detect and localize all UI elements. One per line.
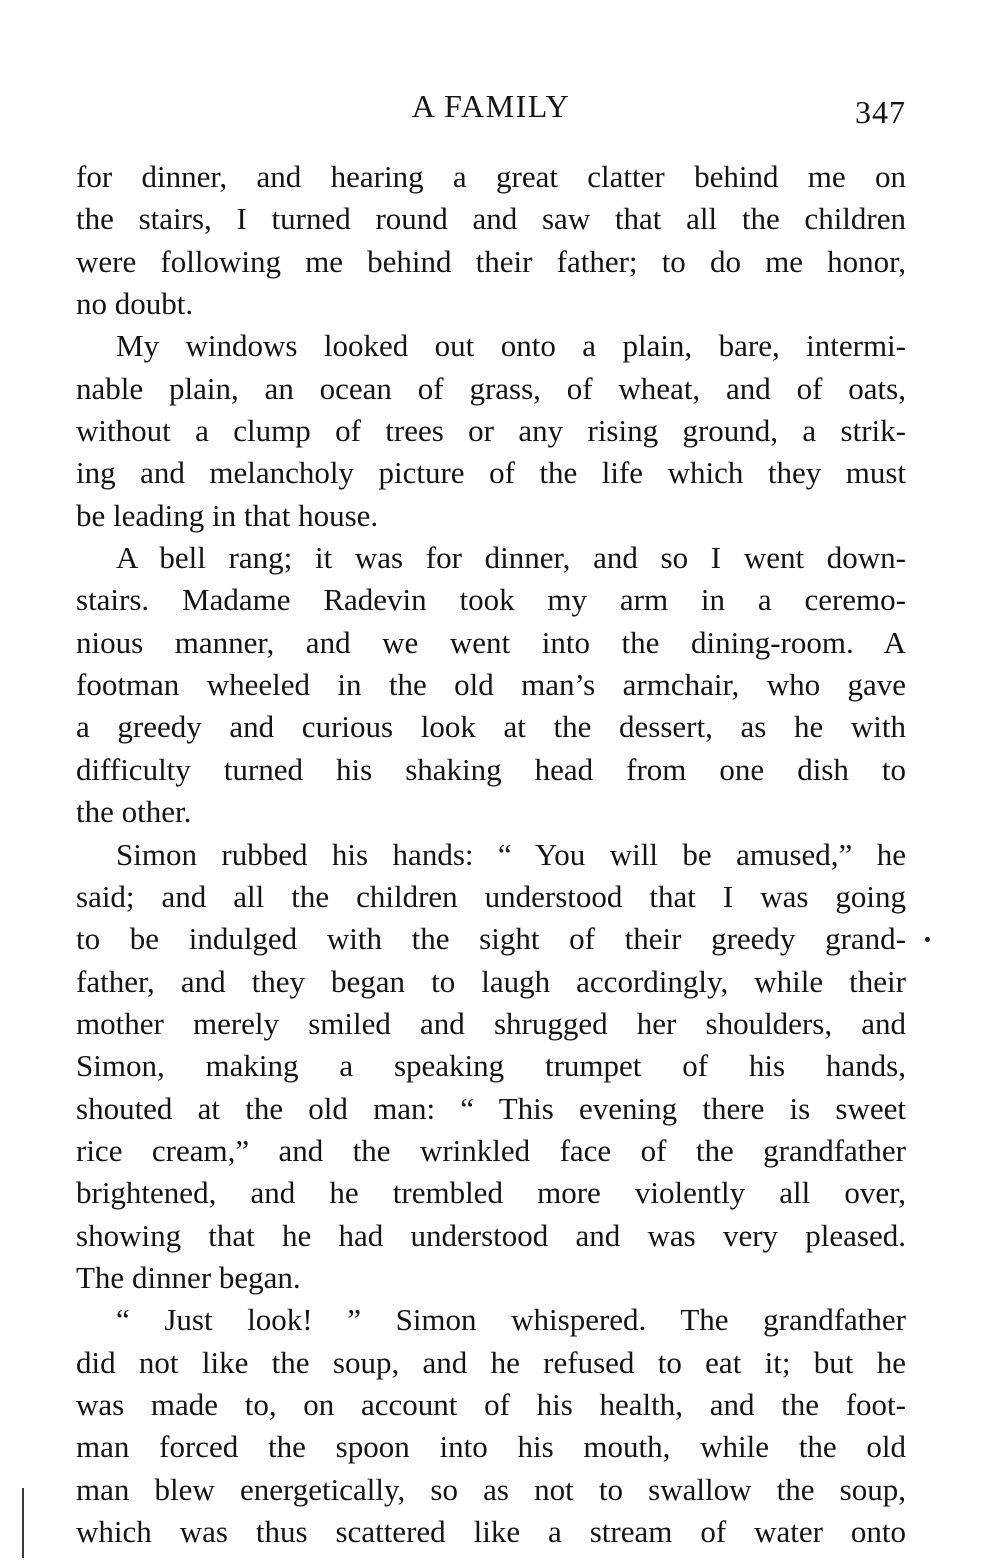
margin-dot (925, 937, 930, 942)
text-line: nious manner, and we went into the dining-room. A (76, 624, 906, 660)
text-line: did not like the soup, and he refused to eat it; but he (76, 1344, 906, 1380)
text-line: the stairs, I turned round and saw that all the children (76, 201, 906, 237)
text-line: be leading in that house. (76, 497, 379, 533)
text-line: Simon, making a speaking trumpet of his hands, (76, 1048, 906, 1084)
text-line: A bell rang; it was for dinner, and so I went down- (116, 540, 906, 576)
text-line: ing and melancholy picture of the life which they must (76, 455, 906, 491)
text-line: showing that he had understood and was very pleased. (76, 1217, 906, 1253)
text-line: for dinner, and hearing a great clatter behind me on (76, 159, 906, 194)
text-line: “ Just look! ” Simon whispered. The grandfather (116, 1302, 906, 1338)
text-line: which was thus scattered like a stream of water onto (76, 1514, 906, 1549)
text-line: brightened, and he trembled more violently all over, (76, 1175, 906, 1211)
text-line: was made to, on account of his health, and the foot- (76, 1386, 906, 1422)
text-line: rice cream,” and the wrinkled face of the grandfather (76, 1132, 906, 1168)
gutter-mark (22, 1488, 24, 1558)
text-line: man forced the spoon into his mouth, while the old (76, 1429, 906, 1465)
running-title: A FAMILY (411, 88, 571, 124)
text-line: were following me behind their father; to do me honor, (76, 243, 906, 279)
text-line: footman wheeled in the old man’s armchair, who gave (76, 667, 906, 703)
text-line: no doubt. (76, 286, 194, 322)
text-line: shouted at the old man: “ This evening there is sweet (76, 1090, 906, 1126)
running-head (76, 84, 906, 128)
text-line: Simon rubbed his hands: “ You will be amused,” he (116, 836, 906, 872)
text-line: mother merely smiled and shrugged her shoulders, and (76, 1005, 906, 1041)
body-text (76, 156, 906, 1553)
text-line: said; and all the children understood that I was going (76, 878, 906, 914)
text-line: a greedy and curious look at the dessert, as he with (76, 709, 906, 745)
text-line: stairs. Madame Radevin took my arm in a ceremo- (76, 582, 906, 618)
text-line: man blew energetically, so as not to swallow the soup, (76, 1471, 906, 1507)
text-line: father, and they began to laugh accordingly, while their (76, 963, 906, 999)
page-number: 347 (855, 94, 906, 130)
text-line: nable plain, an ocean of grass, of wheat, and of oats, (76, 370, 906, 406)
text-line: to be indulged with the sight of their greedy grand- (76, 921, 906, 957)
text-line: without a clump of trees or any rising ground, a strik- (76, 413, 906, 449)
text-line: The dinner began. (76, 1259, 301, 1295)
text-line: difficulty turned his shaking head from one dish to (76, 751, 906, 787)
text-line: My windows looked out onto a plain, bare, intermi- (116, 328, 906, 364)
text-line: the other. (76, 794, 192, 830)
